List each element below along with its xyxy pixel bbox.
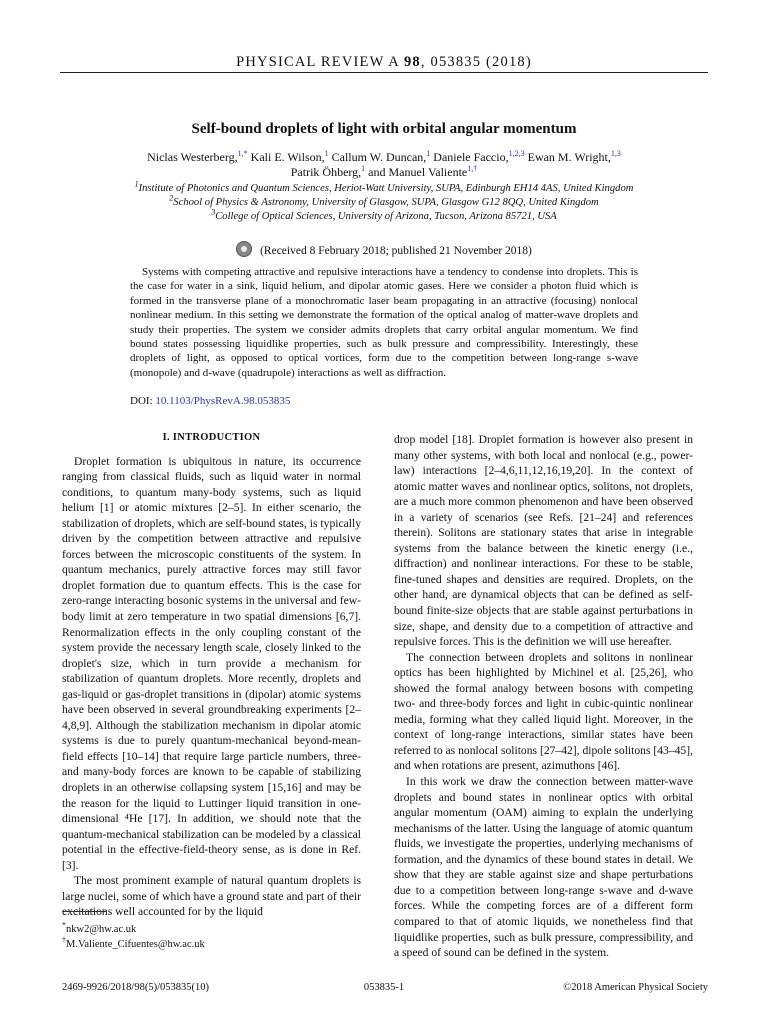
- paragraph: Droplet formation is ubiquitous in nature, its occurrence ranging from classical fluids, such as liquid water in normal conditions, to quantum many-body systems, such as liquid helium [1] or atomic mixtures [2–5]. In either scenario, the stabilization of droplets, which are self-bound states, is typically driven by the competition between attractive and repulsive forces between the microscopic constituents of the system. In quantum mechanics, purely attractive forces may still favor droplet formation due to quantum effects. This is the case for zero-range interacting bosonic systems in the universal and few-body limit at zero temperature in two spatial dimensions [6,7]. Renormalization effects in the only coupling constant of the system provide the necessary length scale, closely linked to the droplet's size, which in turn provide a mechanism for stabilization of quantum droplets. More recently, droplets and gas-liquid or gas-droplet transitions in (dipolar) atomic systems have been observed in several groundbreaking experiments [2–4,8,9]. Although the stabilization mechanism in dipolar atomic systems is due to purely quantum-mechanical beyond-mean-field effects [10–14] that require large particle numbers, three- and many-body forces are known to be capable of stabilizing droplets in an otherwise collapsing system [15,16] and may be the reason for the liquid to Luttinger liquid transition in one-dimensional ⁴He [17]. In addition, we should note that the quantum-mechanical stabilization can be modeled by a classical potential in the effective-field-theory sense, as is done in Ref. [3].: [62, 454, 361, 872]
- affiliation-text: College of Optical Sciences, University of Arizona, Tucson, Arizona 85721, USA: [215, 211, 557, 222]
- footnote-email[interactable]: nkw2@hw.ac.uk: [66, 924, 137, 935]
- author-affil-link[interactable]: 1,2,3: [508, 149, 525, 158]
- author-affil-link[interactable]: 1: [324, 149, 329, 158]
- author: Ewan M. Wright,: [527, 150, 611, 164]
- author-list: [110, 150, 658, 180]
- left-column: [62, 430, 361, 920]
- author-affil-link[interactable]: 1: [426, 149, 431, 158]
- paragraph: drop model [18]. Droplet formation is however also present in many other systems, with both local and nonlocal (e.g., power-law) interactions [2–4,6,11,12,16,19,20]. In the context of atomic matter waves and nonlinear optics, solitons, not droplets, are a much more common phenomenon and have been observed in a variety of scenarios (see Refs. [21–24] and references therein). Solitons are stationary states that arise in integrable systems from the balance between the kinetic energy (i.e., diffraction) and nonlinear interactions. For these to be stable, fine-tuned shapes and densities are required. Droplets, on the other hand, are dynamical objects that can be defined as self-bound finite-size objects that are stable against perturbations in size, shape, and density due to a competition of attractive and repulsive forces. This is the definition we will use hereafter.: [394, 433, 693, 649]
- paragraph: In this work we draw the connection between matter-wave droplets and bound states in nonlinear optics with orbital angular momentum (OAM) aiming to explain the underlying mechanisms of the latter. Using the language of atomic quantum fluids, we investigate the properties, underlying mechanisms of formation, and the dynamics of these bound states in detail. We show that they are stable against size and shape perturbations due to a competition between long-range s-wave and d-wave forces. While the competing forces are of a different form compared to that of atomic liquids, we nonetheless find that liquidlike properties, such as bulk pressure, compressibility, and a speed of sound can be defined in the system.: [394, 775, 693, 960]
- affiliation-text: Institute of Photonics and Quantum Sciences, Heriot-Watt University, SUPA, Edinburgh EH14 4AS, United Kingdom: [138, 183, 634, 194]
- received-text: (Received 8 February 2018; published 21 November 2018): [260, 245, 532, 257]
- paragraph: The most prominent example of natural quantum droplets is large nuclei, some of which have a ground state and part of their excitations well accounted for by the liquid: [62, 874, 361, 919]
- author-affil-link[interactable]: 1: [361, 164, 366, 173]
- author: Kali E. Wilson,: [250, 150, 325, 164]
- footnote: [62, 922, 205, 937]
- footer-issn: 2469-9926/2018/98(5)/053835(10): [62, 982, 209, 993]
- footnote: [62, 937, 205, 952]
- affiliation-number: 1: [134, 179, 139, 189]
- affiliation-text: School of Physics & Astronomy, University of Glasgow, SUPA, Glasgow G12 8QQ, United Kingdom: [173, 197, 599, 208]
- footnotes: [62, 922, 205, 952]
- affiliation-number: 2: [169, 193, 174, 203]
- doi: [130, 395, 290, 407]
- abstract: Systems with competing attractive and repulsive interactions have a tendency to condense into droplets. This is the case for water in a sink, liquid helium, and dipolar atomic gases. Here we consider a photon fluid which is formed in the transverse plane of a monochromatic laser beam propagating in an attractive (focusing) nonlocal nonlinear medium. In this setting we demonstrate the formation of the optical analog of matter-wave droplets and study their properties. The system we consider admits droplets that carry orbital angular momentum. We find bound states possessing liquidlike properties, such as bulk pressure and compressibility. Interestingly, these droplets of light, as opposed to optical vortices, form due to the competition between long-range s-wave (monopole) and d-wave (quadrupole) interactions as well as diffraction.: [130, 266, 638, 379]
- journal-name: PHYSICAL REVIEW A: [236, 54, 400, 70]
- right-column: [394, 432, 693, 961]
- footnote-mark: *: [62, 920, 66, 930]
- header-rule: [60, 72, 708, 73]
- author: Patrik Öhberg,: [290, 165, 362, 179]
- affiliation-number: 3: [211, 207, 216, 217]
- footnote-mark: †: [62, 935, 66, 945]
- footnote-rule: [62, 911, 106, 912]
- author-affil-link[interactable]: 1,†: [467, 164, 478, 173]
- journal-article: , 053835 (2018): [420, 54, 532, 70]
- footer-page-number: 053835-1: [363, 982, 405, 993]
- doi-link[interactable]: 10.1103/PhysRevA.98.053835: [155, 395, 291, 407]
- paragraph: The connection between droplets and solitons in nonlinear optics has been highlighted by Michinel et al. [25,26], who showed the formal analogy between bosons with competing two- and three-body forces and light in cubic-quintic nonlinear media, forming what they called liquid light. Moreover, in the context of long-range interactions, similar states have been referred to as nonlocal solitons [27–42], dipole solitons [43–45], and when rotations are present, azimuthons [46].: [394, 650, 693, 773]
- author-affil-link[interactable]: 1,*: [237, 149, 248, 158]
- paper-title: Self-bound droplets of light with orbital angular momentum: [191, 121, 577, 137]
- doi-label: DOI:: [130, 395, 153, 407]
- crossmark-icon[interactable]: [236, 241, 252, 257]
- author: Callum W. Duncan,: [331, 150, 427, 164]
- journal-volume: 98: [403, 54, 421, 70]
- author-affil-link[interactable]: 1,3: [610, 149, 621, 158]
- author: Daniele Faccio,: [433, 150, 509, 164]
- author: Niclas Westerberg,: [147, 150, 238, 164]
- affiliation: [0, 193, 768, 210]
- footer-copyright: ©2018 American Physical Society: [563, 982, 708, 993]
- received-dates: [0, 241, 768, 257]
- author: and Manuel Valiente: [368, 165, 468, 179]
- footnote-email[interactable]: M.Valiente_Cifuentes@hw.ac.uk: [66, 939, 205, 950]
- affiliation: [0, 207, 768, 224]
- journal-header: [0, 54, 768, 71]
- affiliation: [0, 179, 768, 196]
- section-heading: I. INTRODUCTION: [162, 432, 261, 443]
